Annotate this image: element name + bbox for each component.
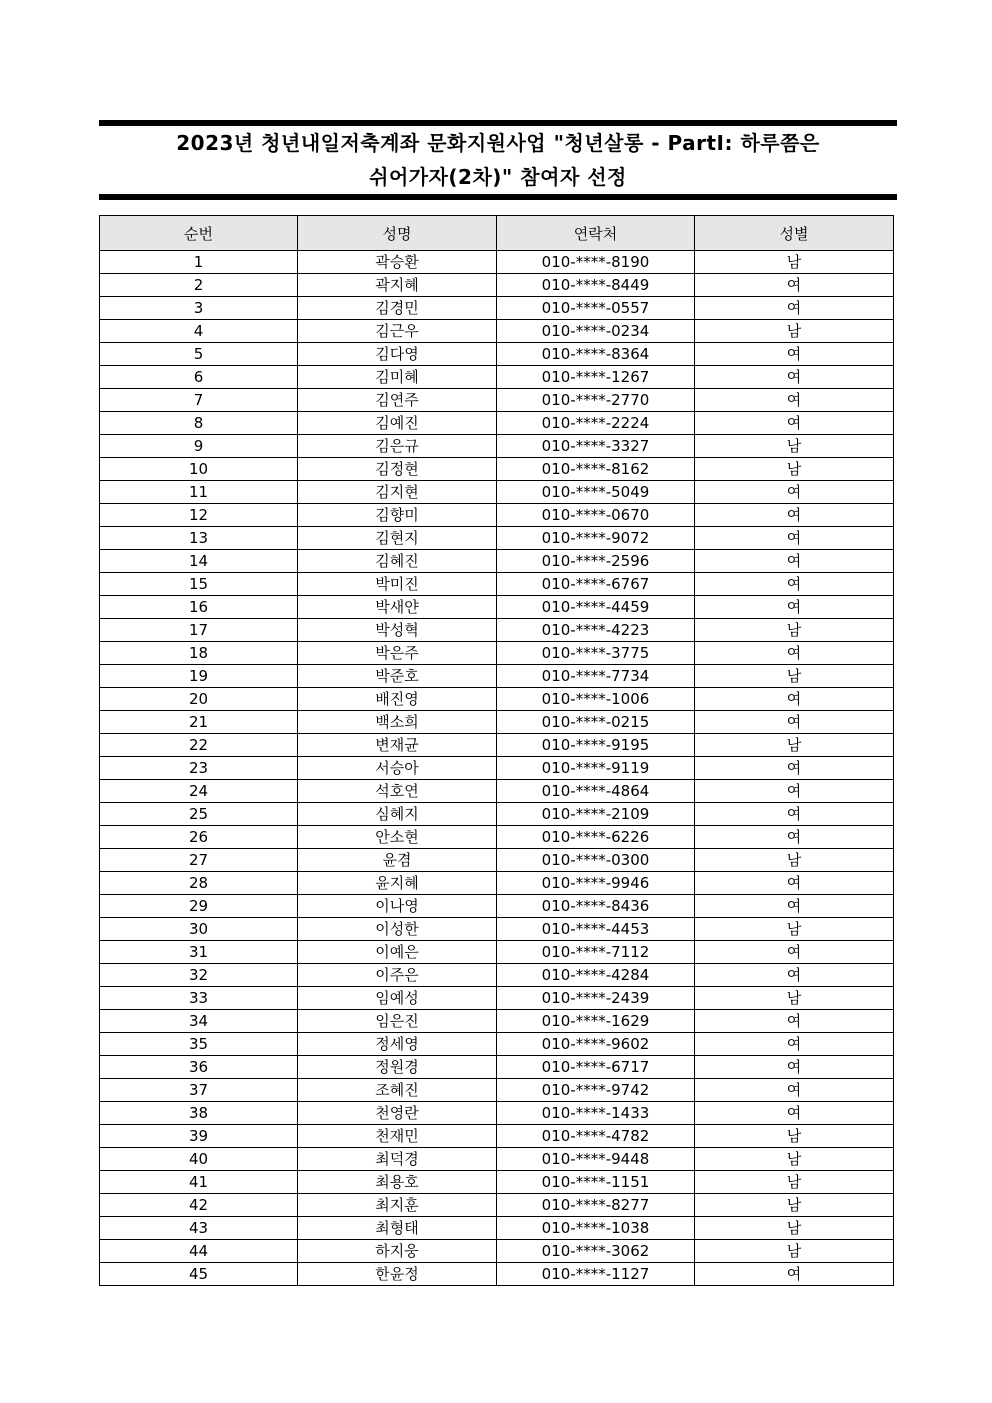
cell-number: 39 xyxy=(100,1125,298,1148)
cell-contact: 010-****-1629 xyxy=(497,1010,695,1033)
cell-number: 21 xyxy=(100,711,298,734)
cell-name: 백소희 xyxy=(298,711,497,734)
table-row xyxy=(100,780,894,803)
cell-contact: 010-****-0670 xyxy=(497,504,695,527)
cell-contact: 010-****-9448 xyxy=(497,1148,695,1171)
cell-name: 최덕경 xyxy=(298,1148,497,1171)
cell-gender: 여 xyxy=(695,711,894,734)
table-row xyxy=(100,1217,894,1240)
cell-name: 김다영 xyxy=(298,343,497,366)
table-row xyxy=(100,1056,894,1079)
header-gender: 성별 xyxy=(695,216,894,251)
cell-number: 30 xyxy=(100,918,298,941)
cell-contact: 010-****-9119 xyxy=(497,757,695,780)
cell-gender: 여 xyxy=(695,895,894,918)
cell-gender: 여 xyxy=(695,826,894,849)
table-row xyxy=(100,389,894,412)
cell-name: 박미진 xyxy=(298,573,497,596)
cell-number: 43 xyxy=(100,1217,298,1240)
table-row xyxy=(100,366,894,389)
cell-gender: 여 xyxy=(695,1056,894,1079)
cell-name: 박성혁 xyxy=(298,619,497,642)
cell-contact: 010-****-0234 xyxy=(497,320,695,343)
cell-number: 14 xyxy=(100,550,298,573)
cell-number: 12 xyxy=(100,504,298,527)
cell-name: 임은진 xyxy=(298,1010,497,1033)
cell-gender: 남 xyxy=(695,435,894,458)
cell-gender: 남 xyxy=(695,987,894,1010)
cell-number: 31 xyxy=(100,941,298,964)
title-line-1: 2023년 청년내일저축계좌 문화지원사업 "청년살롱 - PartⅠ: 하루쯤은 xyxy=(176,131,820,155)
cell-contact: 010-****-1151 xyxy=(497,1171,695,1194)
cell-name: 김현지 xyxy=(298,527,497,550)
cell-name: 윤지혜 xyxy=(298,872,497,895)
cell-gender: 남 xyxy=(695,251,894,274)
cell-contact: 010-****-4453 xyxy=(497,918,695,941)
table-row xyxy=(100,895,894,918)
table-row xyxy=(100,343,894,366)
cell-number: 6 xyxy=(100,366,298,389)
cell-contact: 010-****-9946 xyxy=(497,872,695,895)
cell-contact: 010-****-9195 xyxy=(497,734,695,757)
table-row xyxy=(100,642,894,665)
cell-number: 34 xyxy=(100,1010,298,1033)
cell-number: 44 xyxy=(100,1240,298,1263)
cell-gender: 여 xyxy=(695,412,894,435)
table-row xyxy=(100,734,894,757)
table-row xyxy=(100,1079,894,1102)
cell-contact: 010-****-1038 xyxy=(497,1217,695,1240)
cell-gender: 남 xyxy=(695,849,894,872)
cell-contact: 010-****-0557 xyxy=(497,297,695,320)
cell-number: 33 xyxy=(100,987,298,1010)
cell-contact: 010-****-8162 xyxy=(497,458,695,481)
header-name: 성명 xyxy=(298,216,497,251)
cell-gender: 여 xyxy=(695,642,894,665)
cell-number: 41 xyxy=(100,1171,298,1194)
table-row xyxy=(100,1125,894,1148)
cell-contact: 010-****-2224 xyxy=(497,412,695,435)
cell-contact: 010-****-1433 xyxy=(497,1102,695,1125)
cell-name: 김향미 xyxy=(298,504,497,527)
cell-contact: 010-****-4782 xyxy=(497,1125,695,1148)
cell-gender: 여 xyxy=(695,1263,894,1286)
table-row xyxy=(100,320,894,343)
table-row xyxy=(100,458,894,481)
cell-name: 김혜진 xyxy=(298,550,497,573)
cell-name: 김지현 xyxy=(298,481,497,504)
table-row xyxy=(100,274,894,297)
table-row xyxy=(100,573,894,596)
cell-gender: 여 xyxy=(695,389,894,412)
cell-name: 최용호 xyxy=(298,1171,497,1194)
cell-number: 32 xyxy=(100,964,298,987)
cell-name: 배진영 xyxy=(298,688,497,711)
cell-contact: 010-****-6717 xyxy=(497,1056,695,1079)
cell-number: 10 xyxy=(100,458,298,481)
table-header xyxy=(100,216,894,251)
table-row xyxy=(100,1171,894,1194)
title-line-2: 쉬어가자(2차)" 참여자 선정 xyxy=(369,165,627,189)
cell-contact: 010-****-2439 xyxy=(497,987,695,1010)
cell-number: 42 xyxy=(100,1194,298,1217)
table-row xyxy=(100,1194,894,1217)
table-row xyxy=(100,849,894,872)
table-row xyxy=(100,803,894,826)
cell-name: 조혜진 xyxy=(298,1079,497,1102)
cell-gender: 남 xyxy=(695,1148,894,1171)
cell-gender: 여 xyxy=(695,366,894,389)
cell-contact: 010-****-1127 xyxy=(497,1263,695,1286)
cell-name: 최형태 xyxy=(298,1217,497,1240)
cell-contact: 010-****-4864 xyxy=(497,780,695,803)
cell-contact: 010-****-7734 xyxy=(497,665,695,688)
cell-name: 천재민 xyxy=(298,1125,497,1148)
table-row xyxy=(100,688,894,711)
cell-number: 19 xyxy=(100,665,298,688)
table-row xyxy=(100,619,894,642)
table-row xyxy=(100,872,894,895)
cell-gender: 여 xyxy=(695,872,894,895)
cell-number: 25 xyxy=(100,803,298,826)
cell-name: 서승아 xyxy=(298,757,497,780)
cell-number: 2 xyxy=(100,274,298,297)
cell-number: 35 xyxy=(100,1033,298,1056)
cell-name: 임예성 xyxy=(298,987,497,1010)
header-row xyxy=(100,216,894,251)
cell-name: 한윤정 xyxy=(298,1263,497,1286)
cell-number: 13 xyxy=(100,527,298,550)
cell-contact: 010-****-4459 xyxy=(497,596,695,619)
cell-gender: 여 xyxy=(695,964,894,987)
cell-number: 4 xyxy=(100,320,298,343)
cell-gender: 여 xyxy=(695,688,894,711)
cell-gender: 여 xyxy=(695,343,894,366)
table-row xyxy=(100,711,894,734)
cell-name: 이예은 xyxy=(298,941,497,964)
cell-contact: 010-****-2109 xyxy=(497,803,695,826)
header-number: 순번 xyxy=(100,216,298,251)
cell-number: 29 xyxy=(100,895,298,918)
cell-gender: 여 xyxy=(695,481,894,504)
table-row xyxy=(100,435,894,458)
table-row xyxy=(100,1102,894,1125)
cell-name: 곽지혜 xyxy=(298,274,497,297)
cell-gender: 여 xyxy=(695,1079,894,1102)
table-row xyxy=(100,1010,894,1033)
cell-contact: 010-****-9072 xyxy=(497,527,695,550)
cell-gender: 남 xyxy=(695,665,894,688)
cell-contact: 010-****-3327 xyxy=(497,435,695,458)
cell-gender: 여 xyxy=(695,803,894,826)
cell-name: 정원경 xyxy=(298,1056,497,1079)
cell-number: 28 xyxy=(100,872,298,895)
cell-number: 40 xyxy=(100,1148,298,1171)
cell-number: 37 xyxy=(100,1079,298,1102)
cell-contact: 010-****-3062 xyxy=(497,1240,695,1263)
cell-name: 김예진 xyxy=(298,412,497,435)
cell-gender: 여 xyxy=(695,941,894,964)
cell-number: 7 xyxy=(100,389,298,412)
cell-number: 5 xyxy=(100,343,298,366)
cell-contact: 010-****-3775 xyxy=(497,642,695,665)
document-title xyxy=(99,120,897,200)
cell-gender: 여 xyxy=(695,1010,894,1033)
table-row xyxy=(100,550,894,573)
cell-name: 김연주 xyxy=(298,389,497,412)
cell-gender: 남 xyxy=(695,1194,894,1217)
cell-gender: 여 xyxy=(695,780,894,803)
cell-name: 박새얀 xyxy=(298,596,497,619)
cell-gender: 남 xyxy=(695,1240,894,1263)
cell-gender: 여 xyxy=(695,573,894,596)
cell-gender: 남 xyxy=(695,1125,894,1148)
table-row xyxy=(100,826,894,849)
cell-gender: 여 xyxy=(695,504,894,527)
cell-name: 윤겸 xyxy=(298,849,497,872)
table-row xyxy=(100,527,894,550)
cell-name: 이나영 xyxy=(298,895,497,918)
cell-number: 3 xyxy=(100,297,298,320)
cell-contact: 010-****-2770 xyxy=(497,389,695,412)
table-row xyxy=(100,941,894,964)
cell-name: 곽승환 xyxy=(298,251,497,274)
cell-gender: 남 xyxy=(695,619,894,642)
cell-number: 45 xyxy=(100,1263,298,1286)
cell-name: 최지훈 xyxy=(298,1194,497,1217)
cell-name: 박은주 xyxy=(298,642,497,665)
cell-gender: 남 xyxy=(695,1217,894,1240)
cell-name: 하지웅 xyxy=(298,1240,497,1263)
cell-contact: 010-****-9742 xyxy=(497,1079,695,1102)
cell-name: 심혜지 xyxy=(298,803,497,826)
cell-contact: 010-****-6767 xyxy=(497,573,695,596)
cell-contact: 010-****-0215 xyxy=(497,711,695,734)
table-row xyxy=(100,596,894,619)
cell-contact: 010-****-8364 xyxy=(497,343,695,366)
table-row xyxy=(100,1033,894,1056)
cell-contact: 010-****-0300 xyxy=(497,849,695,872)
cell-contact: 010-****-6226 xyxy=(497,826,695,849)
cell-name: 김경민 xyxy=(298,297,497,320)
header-contact: 연락처 xyxy=(497,216,695,251)
cell-name: 이주은 xyxy=(298,964,497,987)
cell-gender: 여 xyxy=(695,596,894,619)
table-body xyxy=(100,251,894,1286)
cell-number: 1 xyxy=(100,251,298,274)
cell-gender: 여 xyxy=(695,757,894,780)
cell-contact: 010-****-9602 xyxy=(497,1033,695,1056)
cell-contact: 010-****-8277 xyxy=(497,1194,695,1217)
cell-name: 김은규 xyxy=(298,435,497,458)
cell-number: 27 xyxy=(100,849,298,872)
cell-contact: 010-****-8436 xyxy=(497,895,695,918)
cell-contact: 010-****-7112 xyxy=(497,941,695,964)
cell-number: 24 xyxy=(100,780,298,803)
cell-number: 20 xyxy=(100,688,298,711)
table-row xyxy=(100,918,894,941)
cell-name: 박준호 xyxy=(298,665,497,688)
cell-name: 김근우 xyxy=(298,320,497,343)
cell-contact: 010-****-4284 xyxy=(497,964,695,987)
cell-gender: 남 xyxy=(695,320,894,343)
cell-contact: 010-****-4223 xyxy=(497,619,695,642)
cell-number: 38 xyxy=(100,1102,298,1125)
cell-number: 17 xyxy=(100,619,298,642)
cell-number: 9 xyxy=(100,435,298,458)
cell-number: 22 xyxy=(100,734,298,757)
cell-gender: 여 xyxy=(695,297,894,320)
cell-number: 15 xyxy=(100,573,298,596)
cell-gender: 여 xyxy=(695,527,894,550)
cell-gender: 여 xyxy=(695,550,894,573)
cell-contact: 010-****-1006 xyxy=(497,688,695,711)
table-row xyxy=(100,412,894,435)
cell-number: 18 xyxy=(100,642,298,665)
cell-name: 정세영 xyxy=(298,1033,497,1056)
cell-contact: 010-****-8449 xyxy=(497,274,695,297)
table-row xyxy=(100,964,894,987)
table-row xyxy=(100,1240,894,1263)
table-row xyxy=(100,757,894,780)
participant-table xyxy=(99,215,894,1286)
cell-gender: 여 xyxy=(695,274,894,297)
cell-gender: 남 xyxy=(695,734,894,757)
table-row xyxy=(100,987,894,1010)
cell-name: 김정현 xyxy=(298,458,497,481)
table-row xyxy=(100,251,894,274)
table-row xyxy=(100,481,894,504)
cell-name: 김미혜 xyxy=(298,366,497,389)
cell-name: 변재균 xyxy=(298,734,497,757)
cell-gender: 남 xyxy=(695,458,894,481)
cell-name: 안소현 xyxy=(298,826,497,849)
table-row xyxy=(100,1263,894,1286)
cell-number: 16 xyxy=(100,596,298,619)
cell-name: 이성한 xyxy=(298,918,497,941)
cell-number: 26 xyxy=(100,826,298,849)
table-row xyxy=(100,297,894,320)
cell-contact: 010-****-5049 xyxy=(497,481,695,504)
cell-contact: 010-****-8190 xyxy=(497,251,695,274)
cell-contact: 010-****-1267 xyxy=(497,366,695,389)
cell-number: 8 xyxy=(100,412,298,435)
table-row xyxy=(100,665,894,688)
cell-name: 석호연 xyxy=(298,780,497,803)
cell-contact: 010-****-2596 xyxy=(497,550,695,573)
cell-gender: 남 xyxy=(695,918,894,941)
cell-gender: 여 xyxy=(695,1102,894,1125)
cell-number: 36 xyxy=(100,1056,298,1079)
table-row xyxy=(100,504,894,527)
cell-gender: 여 xyxy=(695,1033,894,1056)
cell-gender: 남 xyxy=(695,1171,894,1194)
cell-name: 천영란 xyxy=(298,1102,497,1125)
table-row xyxy=(100,1148,894,1171)
cell-number: 23 xyxy=(100,757,298,780)
cell-number: 11 xyxy=(100,481,298,504)
